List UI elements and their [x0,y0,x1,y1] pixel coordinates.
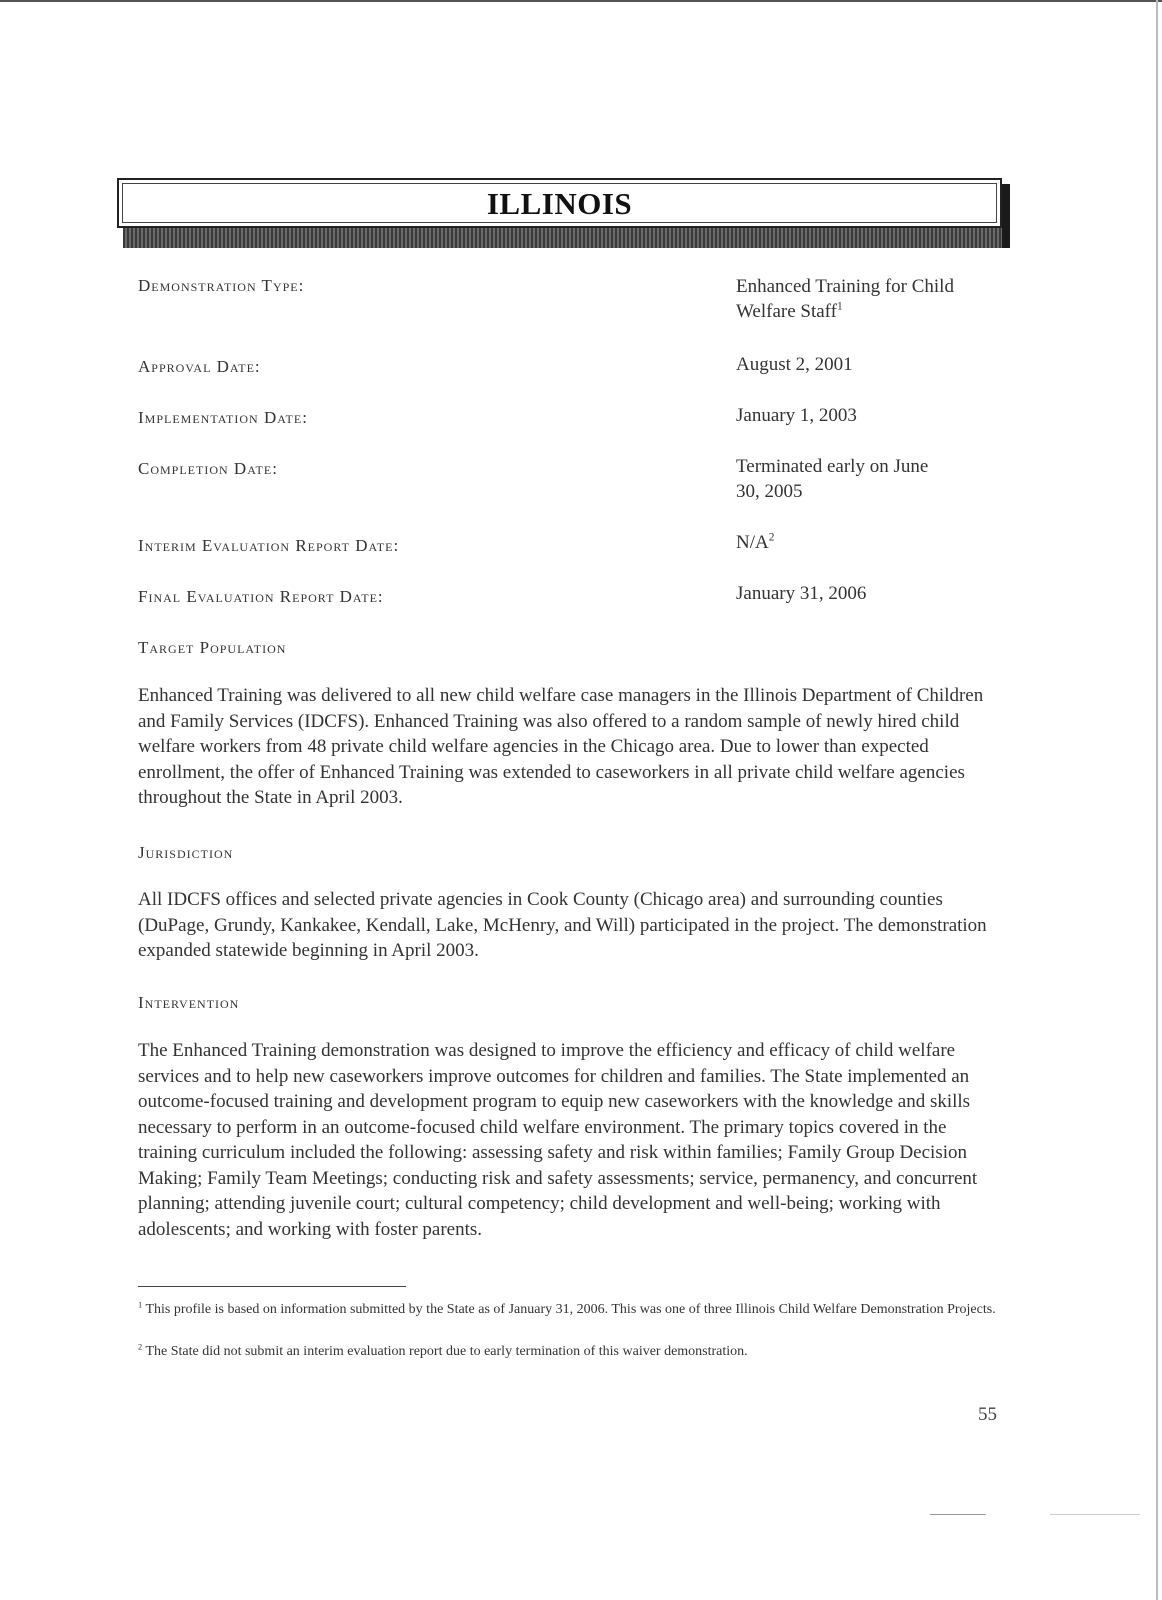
field-value-completion-date: Terminated early on June 30, 2005 [736,456,929,502]
section-heading-jurisdiction: Jurisdiction [138,843,234,862]
footnote-2: $^2$ The State did not submit an interim evaluation report due to early termination of this waiver demonstration. [138,1342,748,1359]
field-label-approval-date: Approval Date: [138,357,261,376]
field-label-implementation-date: Implementation Date: [138,408,308,427]
field-label-final-report-date: Final Evaluation Report Date: [138,587,384,606]
field-value-implementation-date: January 1, 2003 [736,405,857,426]
footnote-ref-2: 2 [768,531,775,544]
section-text-intervention: The Enhanced Training demonstration was designed to improve the efficiency and efficacy of child welfare services and to help new caseworkers improve outcomes for children and families. The State implemented an outcome-focused training and development program to equip new caseworkers with the knowledge and skills necessary to perform in an outcome-focused child welfare environment. The primary topics covered in the training curriculum included the following: assessing safety and risk within families; Family Group Decision Making; Family Team Meetings; conducting risk and safety assessments; service, permanency, and concurrent planning; attending juvenile court; cultural competency; child development and well-being; working with adolescents; and working with foster parents. [138,1040,978,1240]
section-text-target-population: Enhanced Training was delivered to all new child welfare case managers in the Illinois Department of Children and Family Services (IDCFS). Enhanced Training was also offered to a random sample of newly hired child welfare workers from 48 private child welfare agencies in the Chicago area. Due to lower than expected enrollment, the offer of Enhanced Training was extended to caseworkers in all private child welfare agencies throughout the State in April 2003. [138,685,984,808]
scan-artifact [930,1514,986,1515]
scan-artifact [1050,1514,1140,1515]
title-shadow-right [1002,184,1010,248]
field-label-completion-date: Completion Date: [138,459,278,478]
title-shadow [123,228,1010,248]
field-value-demonstration-type: Enhanced Training for Child Welfare Staff$^1$ [736,276,954,322]
field-label-demonstration-type: Demonstration Type: [138,276,305,295]
scan-top-edge [0,0,1162,2]
scan-right-edge [1156,0,1158,1600]
field-value-approval-date: August 2, 2001 [736,354,853,375]
section-heading-intervention: Intervention [138,993,240,1012]
field-label-interim-report-date: Interim Evaluation Report Date: [138,536,400,555]
page-number: 55 [978,1404,997,1425]
field-value-final-report-date: January 31, 2006 [736,583,867,604]
footnote-1: $^1$ This profile is based on information submitted by the State as of January 31, 2006. This was one of three Illinois Child Welfare Demonstration Projects. [138,1300,996,1317]
section-heading-target-population: Target Population [138,638,287,657]
page-title: ILLINOIS [486,186,633,221]
footnote-divider [138,1286,406,1287]
section-text-jurisdiction: All IDCFS offices and selected private agencies in Cook County (Chicago area) and surrounding counties (DuPage, Grundy, Kankakee, Kendall, Lake, McHenry, and Will) participated in the project. The demonstration expanded statewide beginning in April 2003. [138,889,987,961]
footnote-ref-1: 1 [836,300,843,313]
field-value-interim-report-date: $N/A^2$ [736,531,775,553]
